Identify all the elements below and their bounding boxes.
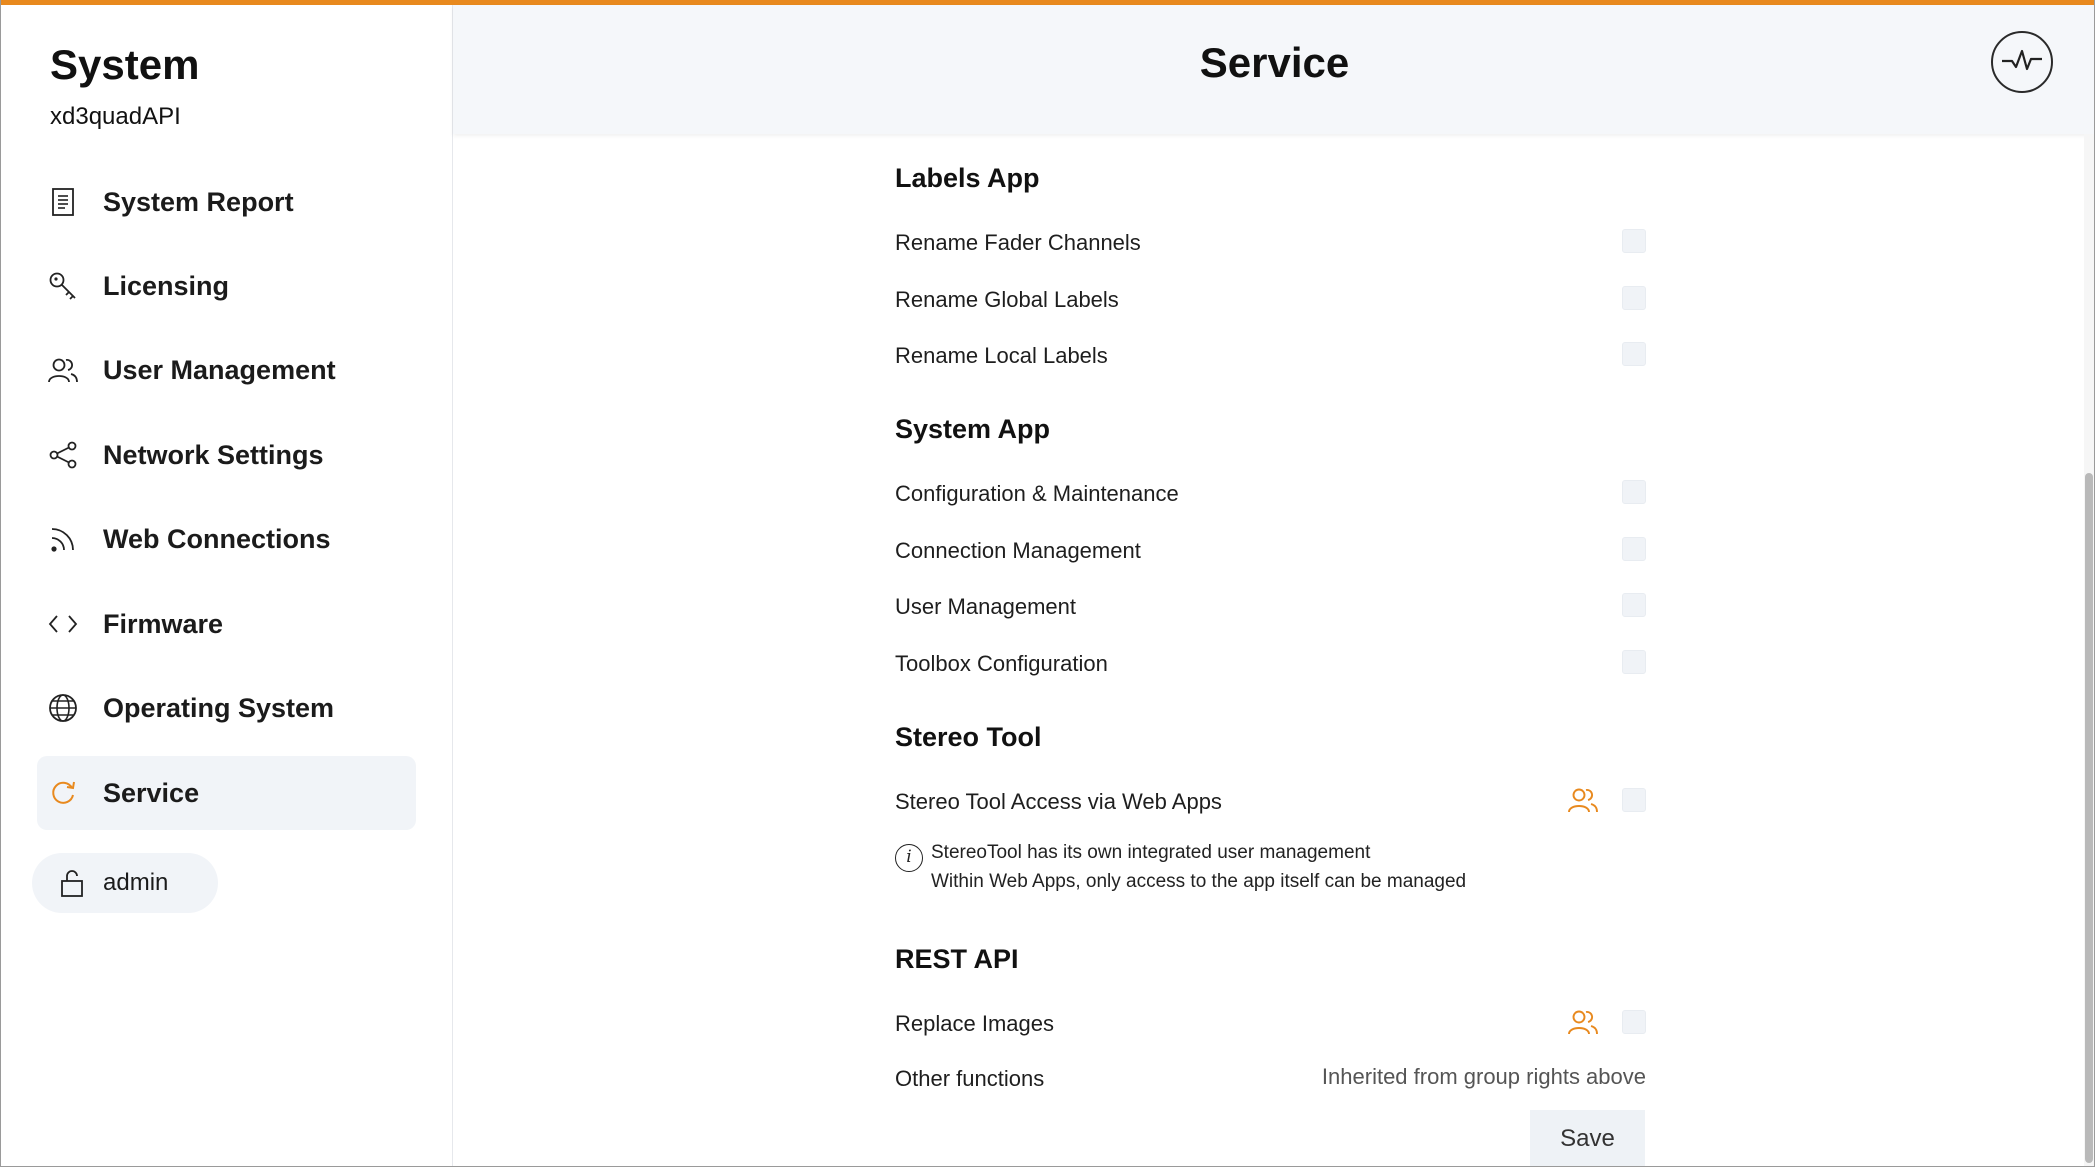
document-icon	[46, 185, 80, 219]
sidebar	[1, 5, 453, 1167]
checkbox-user-management[interactable]	[1622, 593, 1646, 617]
sidebar-item-network-settings[interactable]	[37, 418, 416, 492]
permission-label: Rename Global Labels	[895, 287, 1119, 312]
scrollbar-thumb[interactable]	[2085, 473, 2093, 1163]
save-button[interactable]: Save	[1530, 1110, 1645, 1167]
page-header	[453, 5, 2095, 134]
globe-icon	[46, 691, 80, 725]
device-name: xd3quadAPI	[50, 103, 181, 130]
permission-label: Configuration & Maintenance	[895, 481, 1179, 506]
inherited-rights-note: Inherited from group rights above	[1321, 1064, 1646, 1089]
sidebar-item-label: Web Connections	[103, 523, 331, 554]
permission-label: Rename Fader Channels	[895, 230, 1141, 255]
section-title-labels-app: Labels App	[895, 163, 1040, 193]
sidebar-item-system-report[interactable]	[37, 165, 416, 239]
section-title-stereo-tool: Stereo Tool	[895, 722, 1042, 752]
page-title: Service	[1199, 39, 1350, 86]
sidebar-item-firmware[interactable]	[37, 587, 416, 661]
sidebar-item-operating-system[interactable]	[37, 671, 416, 745]
username-label: admin	[103, 869, 169, 896]
key-icon	[46, 269, 80, 303]
permission-label: Other functions	[895, 1066, 1045, 1091]
user-account-button[interactable]	[32, 853, 218, 913]
pulse-icon	[2000, 47, 2044, 78]
group-rights-icon[interactable]	[1567, 1007, 1599, 1039]
sidebar-item-label: Operating System	[103, 692, 335, 723]
sidebar-item-label: System Report	[103, 186, 294, 217]
activity-monitor-button[interactable]	[1991, 31, 2053, 93]
permission-label: Stereo Tool Access via Web Apps	[895, 789, 1222, 814]
permission-label: Connection Management	[895, 538, 1141, 563]
permission-label: User Management	[895, 594, 1076, 619]
checkbox-rename-local-labels[interactable]	[1622, 342, 1646, 366]
sidebar-item-web-connections[interactable]	[37, 502, 416, 576]
sidebar-item-label: User Management	[103, 354, 336, 385]
permission-label: Toolbox Configuration	[895, 651, 1108, 676]
lock-open-icon	[57, 868, 87, 898]
sidebar-title: System	[50, 41, 200, 88]
section-title-system-app: System App	[895, 414, 1051, 444]
checkbox-toolbox-configuration[interactable]	[1622, 650, 1646, 674]
info-text-line: StereoTool has its own integrated user management	[931, 842, 1371, 863]
sidebar-item-user-management[interactable]	[37, 333, 416, 407]
checkbox-rename-global-labels[interactable]	[1622, 286, 1646, 310]
permission-label: Rename Local Labels	[895, 343, 1108, 368]
checkbox-connection-management[interactable]	[1622, 537, 1646, 561]
refresh-icon	[46, 776, 80, 810]
sidebar-item-label: Licensing	[103, 270, 230, 301]
group-rights-icon[interactable]	[1567, 785, 1599, 817]
sidebar-item-label: Firmware	[103, 608, 224, 639]
checkbox-configuration-maintenance[interactable]	[1622, 480, 1646, 504]
permission-label: Replace Images	[895, 1011, 1054, 1036]
code-icon	[46, 607, 80, 641]
section-title-rest-api: REST API	[895, 944, 1019, 974]
info-icon: i	[895, 844, 923, 872]
share-icon	[46, 438, 80, 472]
sidebar-item-licensing[interactable]	[37, 249, 416, 323]
info-text-line: Within Web Apps, only access to the app itself can be managed	[931, 871, 1467, 892]
sidebar-item-service[interactable]	[37, 756, 416, 830]
users-icon	[46, 353, 80, 387]
rss-icon	[46, 522, 80, 556]
service-settings-panel	[453, 134, 2095, 1167]
sidebar-item-label: Service	[103, 777, 200, 808]
checkbox-rename-fader-channels[interactable]	[1622, 229, 1646, 253]
checkbox-stereo-tool-access[interactable]	[1622, 788, 1646, 812]
checkbox-replace-images[interactable]	[1622, 1010, 1646, 1034]
sidebar-item-label: Network Settings	[103, 439, 324, 470]
